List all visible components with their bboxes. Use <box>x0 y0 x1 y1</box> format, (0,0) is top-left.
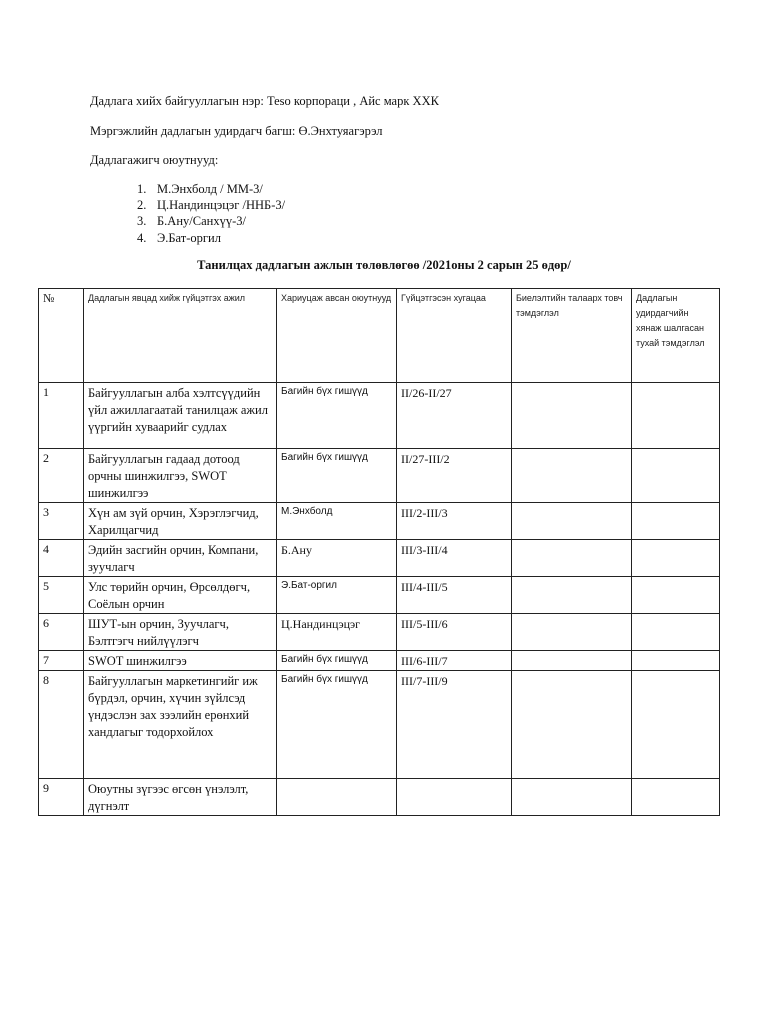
deadline-cell: II/27-III/2 <box>397 449 512 503</box>
column-header: Гүйцэтгэсэн хугацаа <box>397 289 512 383</box>
student-list <box>137 181 285 246</box>
list-item <box>137 213 285 229</box>
responsible-cell: Багийн бүх гишүүд <box>277 651 397 671</box>
row-number: 3 <box>39 503 84 540</box>
deadline-cell <box>397 779 512 816</box>
task-cell: Хүн ам зүй орчин, Хэрэглэгчид, Харилцагчид <box>84 503 277 540</box>
table-header-row <box>39 289 720 383</box>
task-cell: Оюутны зүгээс өгсөн үнэлэлт, дүгнэлт <box>84 779 277 816</box>
task-cell: SWOT шинжилгээ <box>84 651 277 671</box>
column-header: № <box>39 289 84 383</box>
supervisor-notes-cell <box>632 671 720 779</box>
deadline-cell: II/26-II/27 <box>397 383 512 449</box>
organization-line: Дадлага хийх байгууллагын нэр: Теsо корпораци , Айс марк ХХК <box>90 94 439 108</box>
deadline-cell: III/5-III/6 <box>397 614 512 651</box>
supervisor-notes-cell <box>632 614 720 651</box>
deadline-cell: III/2-III/3 <box>397 503 512 540</box>
notes-cell <box>512 577 632 614</box>
supervisor-notes-cell <box>632 449 720 503</box>
task-cell: Эдийн засгийн орчин, Компани, зуучлагч <box>84 540 277 577</box>
supervisor-notes-cell <box>632 577 720 614</box>
list-item-number: 4. <box>137 230 147 245</box>
responsible-cell: Э.Бат-оргил <box>277 577 397 614</box>
list-item <box>137 181 285 197</box>
list-item-number: 3. <box>137 214 147 229</box>
row-number: 6 <box>39 614 84 651</box>
student-name: Э.Бат-оргил <box>157 230 221 245</box>
row-number: 1 <box>39 383 84 449</box>
column-header: Биелэлтийн талаарх товч тэмдэглэл <box>512 289 632 383</box>
task-cell: Байгууллагын маркетингийг иж бүрдэл, орчин, хүчин зүйлсэд үндэслэн зах зээлийн ерөнхий хандлагыг тодорхойлох <box>84 671 277 779</box>
row-number: 2 <box>39 449 84 503</box>
responsible-cell: Багийн бүх гишүүд <box>277 383 397 449</box>
deadline-cell: III/3-III/4 <box>397 540 512 577</box>
responsible-cell: Багийн бүх гишүүд <box>277 671 397 779</box>
students-label: Дадлагажигч оюутнууд: <box>90 153 219 167</box>
student-name: Б.Ану/Санхүү-3/ <box>157 214 246 229</box>
list-item <box>137 197 285 213</box>
notes-cell <box>512 503 632 540</box>
notes-cell <box>512 540 632 577</box>
work-plan-table <box>38 288 720 816</box>
row-number: 9 <box>39 779 84 816</box>
task-cell: Улс төрийн орчин, Өрсөлдөгч, Соёлын орчин <box>84 577 277 614</box>
table-row <box>39 449 720 503</box>
list-item-number: 2. <box>137 198 147 213</box>
student-name: Ц.Нандинцэцэг /ННБ-3/ <box>157 198 286 213</box>
deadline-cell: III/6-III/7 <box>397 651 512 671</box>
notes-cell <box>512 651 632 671</box>
table-row <box>39 383 720 449</box>
row-number: 4 <box>39 540 84 577</box>
notes-cell <box>512 779 632 816</box>
responsible-cell: Ц.Нандинцэцэг <box>277 614 397 651</box>
row-number: 7 <box>39 651 84 671</box>
responsible-cell <box>277 779 397 816</box>
column-header: Дадлагын явцад хийж гүйцэтгэх ажил <box>84 289 277 383</box>
responsible-cell: Б.Ану <box>277 540 397 577</box>
supervisor-notes-cell <box>632 503 720 540</box>
task-cell: Байгууллагын гадаад дотоод орчны шинжилгээ, SWOT шинжилгээ <box>84 449 277 503</box>
table-row <box>39 671 720 779</box>
responsible-cell: Багийн бүх гишүүд <box>277 449 397 503</box>
plan-title: Танилцах дадлагын ажлын төлөвлөгөө /2021оны 2 сарын 25 өдөр/ <box>197 258 571 272</box>
deadline-cell: III/4-III/5 <box>397 577 512 614</box>
list-item-number: 1. <box>137 182 147 196</box>
row-number: 8 <box>39 671 84 779</box>
table-row <box>39 651 720 671</box>
supervisor-notes-cell <box>632 779 720 816</box>
table-row <box>39 779 720 816</box>
table-row <box>39 577 720 614</box>
notes-cell <box>512 449 632 503</box>
supervisor-notes-cell <box>632 651 720 671</box>
notes-cell <box>512 614 632 651</box>
supervisor-notes-cell <box>632 540 720 577</box>
table-row <box>39 540 720 577</box>
notes-cell <box>512 671 632 779</box>
task-cell: Байгууллагын алба хэлтсүүдийн үйл ажиллагаатай танилцаж ажил үүргийн хуваарийг судлах <box>84 383 277 449</box>
supervisor-notes-cell <box>632 383 720 449</box>
responsible-cell: М.Энхболд <box>277 503 397 540</box>
row-number: 5 <box>39 577 84 614</box>
list-item <box>137 230 285 246</box>
notes-cell <box>512 383 632 449</box>
supervisor-line: Мэргэжлийн дадлагын удирдагч багш: Ө.Энхтуяагэрэл <box>90 124 383 138</box>
deadline-cell: III/7-III/9 <box>397 671 512 779</box>
table-row <box>39 614 720 651</box>
column-header: Дадлагын удирдагчийн хянаж шалгасан тухай тэмдэглэл <box>632 289 720 383</box>
table-row <box>39 503 720 540</box>
student-name: М.Энхболд / ММ-3/ <box>157 182 263 196</box>
column-header: Хариуцаж авсан оюутнууд <box>277 289 397 383</box>
task-cell: ШУТ-ын орчин, Зуучлагч, Бэлтгэгч нийлүүлэгч <box>84 614 277 651</box>
